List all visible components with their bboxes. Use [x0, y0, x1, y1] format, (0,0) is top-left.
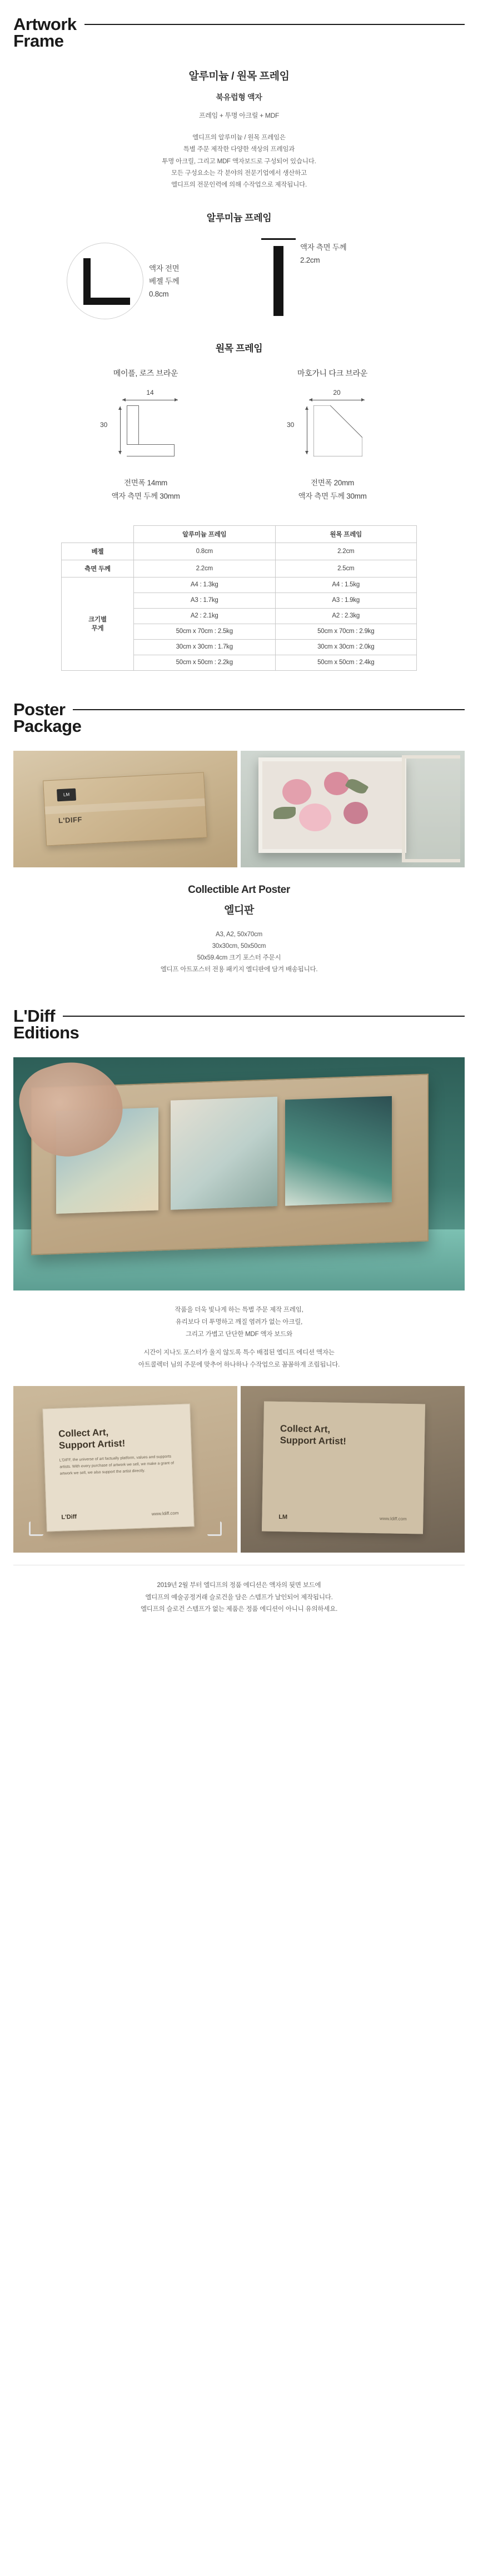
table-cell-side-wood: 2.5cm [275, 560, 417, 577]
aluminium-corner-horizontal [83, 298, 130, 305]
certificate-title-line1: Collect Art, [58, 1427, 109, 1439]
table-cell-weight-5070-wood: 50cm x 70cm : 2.9kg [275, 624, 417, 639]
certificate-title-line2: Support Artist! [59, 1438, 126, 1451]
table-cell-side-aluminium: 2.2cm [134, 560, 276, 577]
collectible-poster-heading-ko: 엘디판 [224, 904, 254, 916]
certificate-logo: L'Diff [61, 1513, 77, 1521]
table-row-label-weight [62, 577, 134, 670]
table-row-label-side: 측면 두께 [62, 560, 134, 577]
editions-line-5: 아트콜렉터 님의 주문에 맞추어 하나하나 수작업으로 꼼꼼하게 조립됩니다. [138, 1362, 340, 1369]
editions-line-2: 유리보다 더 투명하고 깨질 염려가 없는 아크릴, [175, 1319, 303, 1326]
wood-right-title: 마호가니 다크 브라운 [297, 369, 368, 378]
package-carton-logo: L'DIFF [58, 815, 83, 825]
wood-heading: 원목 프레임 [215, 343, 263, 354]
collectible-poster-heading-en: Collectible Art Poster [188, 883, 290, 896]
wood-frame-right [266, 368, 399, 503]
editions-poster [171, 1096, 277, 1209]
editions-line-gap [0, 1341, 478, 1347]
flower-artwork-frame [258, 757, 406, 853]
certificate2-logo: LM [278, 1514, 288, 1521]
intro-line-2: 특별 주문 제작한 다양한 색상의 프레임과 [183, 146, 295, 153]
flower-bloom [299, 804, 331, 831]
editions-poster [285, 1096, 392, 1206]
table-header-aluminium: 알루미늄 프레임 [134, 525, 276, 543]
table-cell-weight-5050-wood: 50cm x 50cm : 2.4kg [275, 655, 417, 670]
aluminium-side-label [300, 242, 346, 267]
wood-right-dim-top [309, 389, 365, 402]
table-cell-weight-a4-wood: A4 : 1.5kg [275, 577, 417, 592]
wood-left-dim-left-value: 30 [100, 421, 108, 429]
aluminium-front-value: 0.8cm [149, 290, 169, 299]
wood-left-caption-line2: 액자 측면 두께 30mm [111, 491, 180, 500]
wood-right-profile-shape [313, 405, 362, 456]
footer-line-2: 엘디프의 예술공정거래 슬로건을 담은 스템프가 날인되어 제작됩니다. [145, 1594, 333, 1601]
wood-left-profile-shape [127, 405, 175, 456]
table-header-row [62, 525, 417, 543]
certificate-stamp-photo-right [241, 1386, 465, 1553]
table-cell-weight-a2-wood: A2 : 2.3kg [275, 608, 417, 624]
package-carton-badge: LM [57, 789, 76, 802]
aluminium-heading: 알루미늄 프레임 [206, 213, 272, 224]
chair-silhouette [402, 755, 460, 862]
wood-left-profile-horizontal [127, 444, 175, 456]
intro-line-4: 모든 구성요소는 각 분야의 전문기업에서 생산하고 [171, 169, 307, 177]
poster-line-1: A3, A2, 50x70cm [216, 931, 262, 938]
editions-title-rule [63, 1016, 465, 1017]
flower-leaf [273, 807, 296, 819]
artwork-frame-title-line2: Frame [13, 31, 64, 51]
flower-bloom [282, 779, 311, 805]
wood-left-dim-top-value: 14 [146, 389, 154, 397]
artwork-frame-heading: 알루미늄 / 원목 프레임 [188, 71, 290, 82]
wood-right-caption [266, 476, 399, 503]
artwork-frame-section-header [0, 14, 478, 51]
wood-left-caption [79, 476, 212, 503]
poster-package-title-line2: Package [13, 716, 82, 736]
poster-package-title-rule [73, 709, 465, 710]
table-cell-weight-a3-aluminium: A3 : 1.7kg [134, 592, 276, 608]
product-detail-page [0, 14, 478, 1638]
wood-right-dim-left-arrow [305, 406, 309, 454]
table-row [62, 560, 417, 577]
table-cell-weight-3030-wood: 30cm x 30cm : 2.0kg [275, 639, 417, 655]
wood-left-dim-left-arrow [118, 406, 122, 454]
wood-right-caption-line1: 전면폭 20mm [311, 479, 354, 488]
aluminium-diagram [0, 238, 478, 322]
table-row-label-weight-line1: 크기별 [88, 616, 107, 624]
aluminium-front-label [149, 263, 179, 301]
aluminium-side-profile [273, 246, 283, 316]
table-cell-weight-a2-aluminium: A2 : 2.1kg [134, 608, 276, 624]
table-cell-weight-5070-aluminium: 50cm x 70cm : 2.5kg [134, 624, 276, 639]
table-cell-weight-3030-aluminium: 30cm x 30cm : 1.7kg [134, 639, 276, 655]
table-row-label-weight-line2: 무게 [91, 625, 104, 632]
editions-title-line2: Editions [13, 1022, 79, 1042]
editions-line-1: 작품을 더욱 빛나게 하는 특별 주문 제작 프레임, [175, 1306, 303, 1313]
editions-drawer-photo [13, 1057, 465, 1290]
wood-right-figure [266, 386, 399, 470]
table-cell-weight-a3-wood: A3 : 1.9kg [275, 592, 417, 608]
wood-left-dim-top [122, 389, 178, 402]
certificate-url: www.ldiff.com [152, 1510, 180, 1517]
frame-corner-bracket [29, 1522, 43, 1536]
editions-section-header [0, 1006, 478, 1043]
editions-title-line1: L'Diff [13, 1006, 55, 1026]
editions-line-4: 시간이 지나도 포스터가 울지 않도록 특수 배접된 엘디프 에디션 액자는 [143, 1349, 335, 1356]
frame-spec-table [61, 525, 417, 671]
intro-line-3: 투명 아크릴, 그리고 MDF 액자보드로 구성되어 있습니다. [162, 158, 316, 165]
aluminium-side-label-text: 액자 측면 두께 [300, 243, 347, 252]
certificate-title [58, 1426, 126, 1452]
certificate2-url: www.ldiff.com [380, 1516, 407, 1522]
wood-left-profile-joint [138, 405, 139, 445]
poster-package-title-line1: Poster [13, 699, 66, 719]
aluminium-corner-profile [83, 258, 130, 305]
wood-frame-diagrams [0, 368, 478, 503]
table-cell-weight-5050-aluminium: 50cm x 50cm : 2.2kg [134, 655, 276, 670]
wood-right-profile-svg [313, 405, 362, 456]
wood-left-figure [79, 386, 212, 470]
editions-footer-note [0, 1580, 478, 1639]
artwork-frame-title-line1: Artwork [13, 14, 77, 34]
wood-right-dim-top-value: 20 [333, 389, 341, 397]
intro-line-5: 엘디프의 전문인력에 의해 수작업으로 제작됩니다. [171, 182, 307, 189]
poster-line-4: 엘디프 아트포스터 전용 패키지 엘디판에 담겨 배송됩니다. [160, 966, 318, 973]
package-box-photo [13, 751, 237, 867]
wood-left-caption-line1: 전면폭 14mm [124, 479, 167, 488]
table-cell-bezel-wood: 2.2cm [275, 543, 417, 560]
wood-left-dim-top-arrow [122, 398, 178, 402]
wood-frame-left [79, 368, 212, 503]
certificate-stamp-photo-left [13, 1386, 237, 1553]
aluminium-front-label-line2: 베젤 두께 [149, 277, 180, 286]
table-header-blank [62, 525, 134, 543]
wood-right-caption-line2: 액자 측면 두께 30mm [298, 491, 367, 500]
table-cell-bezel-aluminium: 0.8cm [134, 543, 276, 560]
table-cell-weight-a4-aluminium: A4 : 1.3kg [134, 577, 276, 592]
aluminium-side-top-edge [261, 238, 296, 240]
frame-corner-bracket [207, 1522, 222, 1536]
poster-line-3: 50x59.4cm 크기 포스터 주문시 [197, 955, 281, 962]
aluminium-front-label-line1: 액자 전면 [149, 264, 180, 273]
intro-line-1: 엘디프의 알루미늄 / 원목 프레임은 [192, 134, 286, 141]
collectible-poster-lines [0, 929, 478, 976]
artwork-frame-intro [0, 132, 478, 191]
wood-left-title: 메이플, 로즈 브라운 [113, 369, 178, 378]
footer-line-1: 2019년 2월 부터 엘디프의 정품 에디션은 액자의 뒷면 보드에 [157, 1581, 321, 1589]
framed-flower-photo [241, 751, 465, 867]
artwork-frame-sub1: 북유럽형 액자 [216, 93, 262, 102]
wood-right-dim-top-arrow [309, 398, 365, 402]
table-row [62, 543, 417, 560]
flower-bloom [343, 802, 368, 824]
editions-description [0, 1304, 478, 1372]
package-carton [43, 772, 208, 846]
artwork-frame-sub2: 프레임 + 투명 아크릴 + MDF [198, 112, 279, 119]
aluminium-side-value: 2.2cm [300, 256, 320, 265]
editions-line-3: 그리고 가볍고 단단한 MDF 액자 보드와 [185, 1331, 292, 1338]
artwork-frame-title-rule [84, 24, 465, 25]
poster-package-photos [0, 751, 478, 867]
table-row [62, 577, 417, 592]
certificate-body-text: L'DIFF, the universe of art factually platform, values and supports artists. With every purchase of artwork we sell, we make a grant of artwork we sell, we also support the artist directly. [59, 1454, 175, 1476]
certificate-sheet [262, 1401, 425, 1534]
certificate-title [280, 1423, 347, 1448]
poster-line-2: 30x30cm, 50x50cm [212, 942, 266, 950]
wood-right-dim-left-value: 30 [287, 421, 295, 429]
flower-leaf [345, 776, 369, 796]
certificate2-title-line1: Collect Art, [280, 1423, 331, 1435]
certificate2-title-line2: Support Artist! [280, 1435, 347, 1447]
certificate-sheet [43, 1403, 195, 1531]
poster-package-section-header [0, 700, 478, 736]
footer-line-3: 엘디프의 슬로건 스템프가 없는 제품은 정품 에디션이 아니니 유의하세요. [140, 1606, 338, 1613]
table-header-wood: 원목 프레임 [275, 525, 417, 543]
certificate-photos [0, 1386, 478, 1553]
table-row-label-bezel: 베젤 [62, 543, 134, 560]
